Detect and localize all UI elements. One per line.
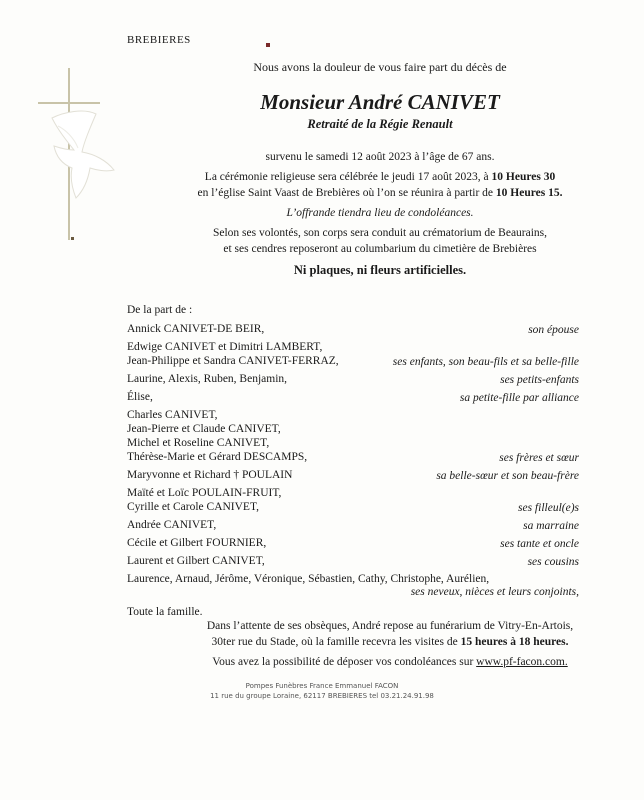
family-relation: ses tante et oncle bbox=[500, 538, 579, 550]
visit-hours: 15 heures à 18 heures. bbox=[460, 636, 569, 648]
nephews-row bbox=[127, 572, 579, 586]
family-relation: ses filleul(e)s bbox=[518, 502, 579, 514]
family-relation: sa marraine bbox=[523, 520, 579, 532]
family-row bbox=[127, 322, 579, 336]
cremation-info bbox=[150, 225, 610, 257]
family-intro: De la part de : bbox=[127, 304, 193, 316]
footer-company: Pompes Funèbres France Emmanuel FACON bbox=[245, 682, 399, 690]
offering-text: L’offrande tiendra lieu de condoléances. bbox=[286, 207, 474, 219]
family-closing: Toute la famille. bbox=[127, 606, 203, 618]
gathering-time: 10 Heures 15. bbox=[495, 187, 563, 199]
family-relation: ses frères et sœur bbox=[499, 452, 579, 464]
family-relation: ses cousins bbox=[527, 556, 579, 568]
deceased-subtitle: Retraité de la Régie Renault bbox=[307, 117, 453, 131]
family-names: Charles CANIVET, Jean-Pierre et Claude CANIVET, Michel et Roseline CANIVET, Thérèse-Marie et Gérard DESCAMPS, bbox=[127, 409, 308, 463]
visit-text: 30ter rue du Stade, où la famille recevra les visites de bbox=[211, 636, 458, 648]
family-names: Annick CANIVET-DE BEIR, bbox=[127, 323, 265, 335]
nephews-relation: ses neveux, nièces et leurs conjoints, bbox=[410, 586, 579, 598]
funeral-home-line-1: Dans l’attente de ses obsèques, André repose au funérarium de Vitry-En-Artois, bbox=[206, 620, 574, 632]
family-relation: ses enfants, son beau-fils et sa belle-fille bbox=[392, 356, 579, 368]
family-row bbox=[127, 486, 579, 514]
family-names: Cécile et Gilbert FOURNIER, bbox=[127, 537, 267, 549]
family-relation: sa petite-fille par alliance bbox=[459, 392, 579, 404]
family-names: Andrée CANIVET, bbox=[127, 519, 217, 531]
family-list bbox=[127, 304, 579, 618]
decorative-mark bbox=[71, 237, 74, 240]
funeral-home-line-3 bbox=[170, 654, 610, 670]
funeral-home-info bbox=[170, 618, 610, 670]
family-rows bbox=[127, 322, 579, 568]
decorative-dot bbox=[266, 43, 270, 47]
family-names: Élise, bbox=[127, 391, 153, 403]
family-relation: son épouse bbox=[528, 324, 579, 336]
family-names: Maryvonne et Richard † POULAIN bbox=[127, 469, 293, 481]
ceremony-line-1-text: La cérémonie religieuse sera célébrée le jeudi 17 août 2023, à bbox=[204, 171, 489, 183]
condolence-link[interactable]: www.pf-facon.com. bbox=[476, 656, 568, 668]
family-row bbox=[127, 340, 579, 368]
ceremony-line-2 bbox=[150, 185, 610, 201]
family-names: Edwige CANIVET et Dimitri LAMBERT, Jean-Philippe et Sandra CANIVET-FERRAZ, bbox=[127, 341, 339, 367]
family-names: Maïté et Loïc POULAIN-FRUIT, Cyrille et Carole CANIVET, bbox=[127, 487, 282, 513]
no-flowers-text: Ni plaques, ni fleurs artificielles. bbox=[293, 263, 467, 277]
condolence-text: Vous avez la possibilité de déposer vos condoléances sur bbox=[212, 656, 474, 668]
family-row bbox=[127, 536, 579, 550]
family-names: Laurine, Alexis, Ruben, Benjamin, bbox=[127, 373, 288, 385]
intro-text: Nous avons la douleur de vous faire part du décès de bbox=[253, 60, 507, 74]
family-row bbox=[127, 408, 579, 464]
family-row bbox=[127, 372, 579, 386]
family-relation: ses petits-enfants bbox=[500, 374, 579, 386]
dove-icon bbox=[44, 108, 124, 204]
ceremony-line-1 bbox=[150, 169, 610, 185]
footer-address: 11 rue du groupe Loraine, 62117 BREBIERES tel 03.21.24.91.98 bbox=[210, 692, 434, 700]
cremation-line-2: et ses cendres reposeront au columbarium du cimetière de Brebières bbox=[223, 243, 537, 255]
ceremony-line-2-text: en l’église Saint Vaast de Brebières où l’on se réunira à partir de bbox=[197, 187, 494, 199]
cross-bar bbox=[38, 102, 100, 104]
family-row bbox=[127, 518, 579, 532]
town-header: BREBIERES bbox=[127, 34, 191, 46]
family-row bbox=[127, 554, 579, 568]
deceased-name: Monsieur André CANIVET bbox=[260, 90, 500, 114]
death-date: survenu le samedi 12 août 2023 à l’âge de 67 ans. bbox=[265, 151, 495, 163]
footer bbox=[0, 681, 644, 701]
nephews-names: Laurence, Arnaud, Jérôme, Véronique, Sébastien, Cathy, Christophe, Aurélien, bbox=[127, 573, 490, 585]
family-row bbox=[127, 468, 579, 482]
family-relation: sa belle-sœur et son beau-frère bbox=[436, 470, 579, 482]
ceremony-time: 10 Heures 30 bbox=[491, 171, 556, 183]
family-names: Laurent et Gilbert CANIVET, bbox=[127, 555, 265, 567]
cremation-line-1: Selon ses volontés, son corps sera conduit au crématorium de Beaurains, bbox=[212, 227, 548, 239]
funeral-home-line-2 bbox=[170, 634, 610, 650]
family-row bbox=[127, 390, 579, 404]
ceremony-info bbox=[150, 169, 610, 201]
